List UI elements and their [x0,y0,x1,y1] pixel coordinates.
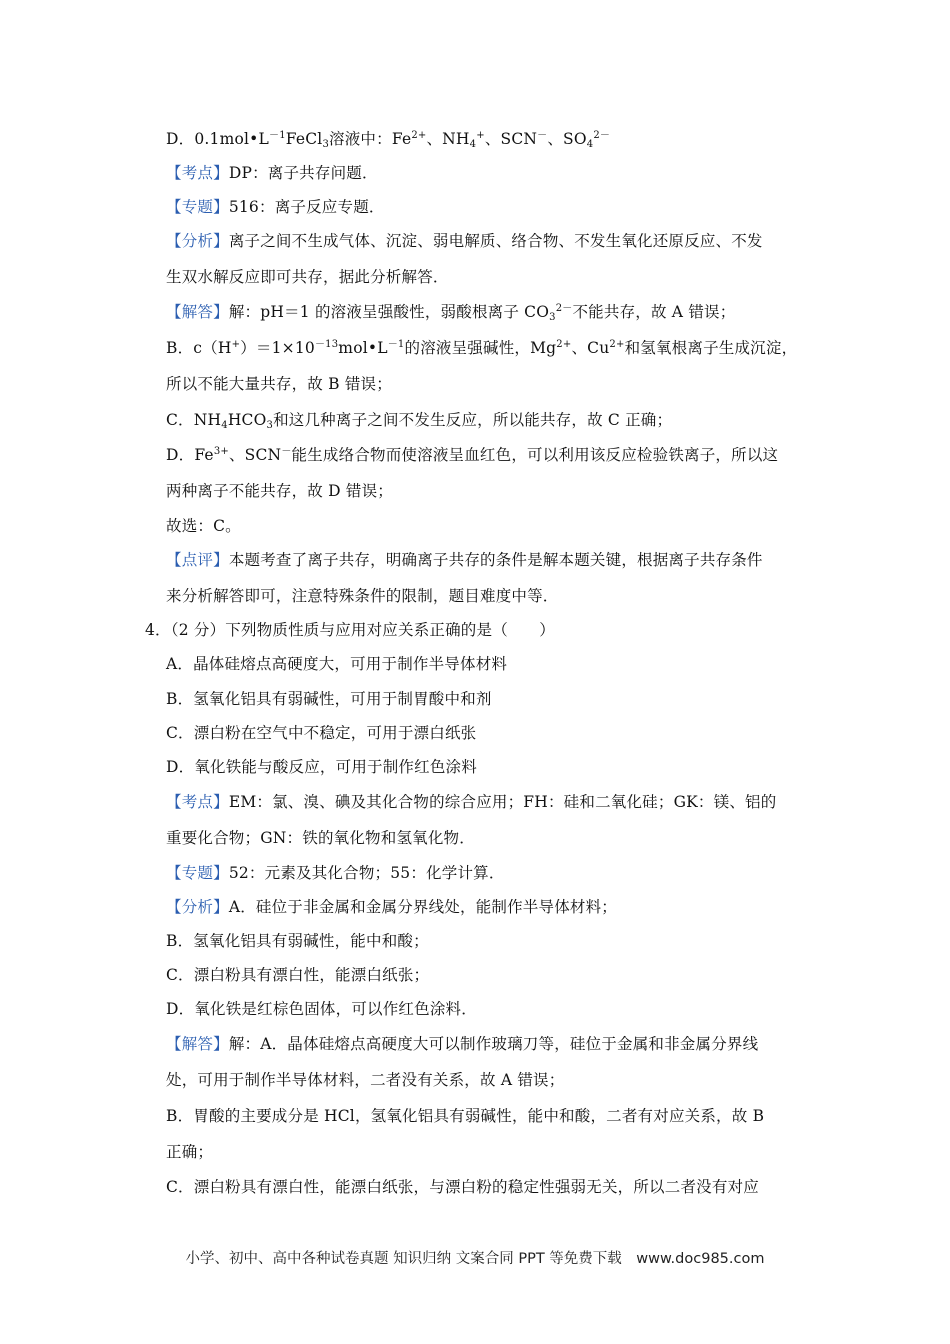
page-footer: 小学、初中、高中各种试卷真题 知识归纳 文案合同 PPT 等免费下载 www.doc985.com [185,1251,765,1267]
text-line: 两种离子不能共存，故 D 错误； [166,482,393,500]
section-tag: 【考点】 [166,164,229,182]
text-line: 正确； [166,1143,214,1161]
text-line: B．$c(H^+)=1\times 10^{-13}mol•L^{-1}$的溶液呈强碱性，$Mg^{2+}$、$Cu^{2+}$和氢氧根离子生成沉淀， [166,339,798,357]
kaodian-line: 【考点】DP：离子共存问题． [166,164,378,182]
zhuanti-line: 【专题】516：离子反应专题． [166,198,385,216]
answer-line: 故选：C。 [166,517,241,535]
section-tag: 【解答】 [166,303,229,321]
fenxi-line: 【分析】离子之间不生成气体、沉淀、弱电解质、络合物、不发生氧化还原反应、不发 [166,232,763,250]
option-d: D．氧化铁能与酸反应，可用于制作红色涂料 [166,758,477,776]
text-line: 重要化合物；GN：铁的氧化物和氢氧化物． [166,829,475,847]
kaodian-line: 【考点】EM：氯、溴、碘及其化合物的综合应用；FH：硅和二氧化硅；GK：镁、铝的 [166,793,777,811]
text-line: D．氧化铁是红棕色固体，可以作红色涂料． [166,1000,477,1018]
zhuanti-line: 【专题】52：元素及其化合物；55：化学计算． [166,864,505,882]
question-4-stem: 4．（2 分）下列物质性质与应用对应关系正确的是（ ） [145,621,556,639]
text-line: C．漂白粉具有漂白性，能漂白纸张，与漂白粉的稳定性强弱无关，所以二者没有对应 [166,1178,759,1196]
jieda-line: 【解答】解：A．晶体硅熔点高硬度大可以制作玻璃刀等，硅位于金属和非金属分界线 [166,1035,759,1053]
section-tag: 【解答】 [166,1035,229,1053]
fenxi-line: 【分析】A．硅位于非金属和金属分界线处，能制作半导体材料； [166,898,618,916]
jieda-line: 【解答】解：pH＝1 的溶液呈强酸性，弱酸根离子 $CO_3^{2-}$不能共存，故 A 错误； [166,303,736,323]
section-tag: 【考点】 [166,793,229,811]
text-line: 生双水解反应即可共存，据此分析解答． [166,268,449,286]
section-tag: 【点评】 [166,551,229,569]
section-tag: 【分析】 [166,898,229,916]
option-c: C．漂白粉在空气中不稳定，可用于漂白纸张 [166,724,477,742]
text-line: 所以不能大量共存，故 B 错误； [166,375,392,393]
option-b: B．氢氧化铝具有弱碱性，可用于制胃酸中和剂 [166,690,492,708]
text-line: B．胃酸的主要成分是 HCl，氢氧化铝具有弱碱性，能中和酸，二者有对应关系，故 B [166,1107,765,1125]
section-tag: 【分析】 [166,232,229,250]
text-line: C．漂白粉具有漂白性，能漂白纸张； [166,966,430,984]
text-line: 处，可用于制作半导体材料，二者没有关系，故 A 错误； [166,1071,565,1089]
section-tag: 【专题】 [166,198,229,216]
text-line: D．$Fe^{3+}$、SCN－能生成络合物而使溶液呈血红色，可以利用该反应检验铁离子，所以这 [166,446,779,464]
text-line: C．$NH_4HCO_3$和这几种离子之间不发生反应，所以能共存，故 C 正确； [166,411,673,431]
option-d-line: D．$0.1mol•L^{-1}FeCl_3$溶液中：$Fe^{2+}$、$NH_4^+$、SCN－、$SO_4^{2-}$ [166,130,611,150]
text-line: 来分析解答即可，注意特殊条件的限制，题目难度中等． [166,587,559,605]
text-line: B．氢氧化铝具有弱碱性，能中和酸； [166,932,429,950]
dianping-line: 【点评】本题考查了离子共存，明确离子共存的条件是解本题关键，根据离子共存条件 [166,551,763,569]
section-tag: 【专题】 [166,864,229,882]
option-a: A．晶体硅熔点高硬度大，可用于制作半导体材料 [166,655,508,673]
